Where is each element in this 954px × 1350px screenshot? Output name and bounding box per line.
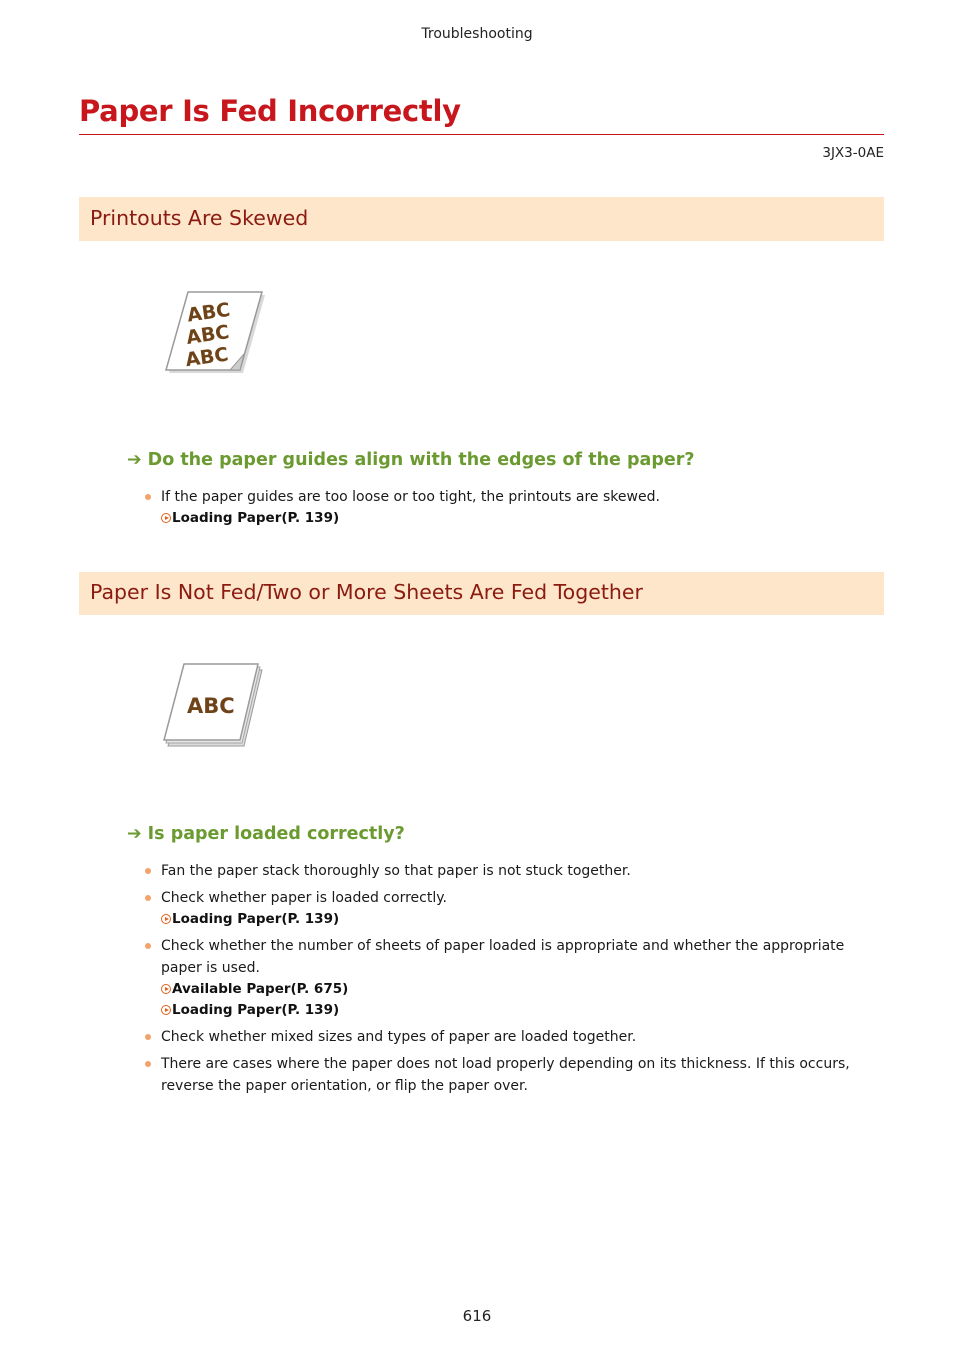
question-paper-guides [127,450,695,470]
figure-text-line: ABC [185,298,232,327]
bullet-icon [145,494,151,500]
solution-list [145,860,885,1102]
stacked-paper-icon [160,658,270,757]
list-item [145,486,885,529]
bullet-icon [145,895,151,901]
link-loading-paper[interactable] [161,508,885,529]
link-loading-paper[interactable] [161,909,885,930]
figure-text-line: ABC [184,321,231,349]
link-arrow-icon [161,1005,171,1015]
list-item-text: If the paper guides are too loose or too tight, the printouts are skewed. [161,489,660,505]
question-text: Is paper loaded correctly? [147,824,405,844]
section-heading-text: Printouts Are Skewed [90,206,309,230]
list-item [145,1026,885,1048]
question-text: Do the paper guides align with the edges of the paper? [147,450,695,470]
list-item [145,887,885,930]
page-number: 616 [462,1307,492,1325]
link-text[interactable]: Loading Paper(P. 139) [172,1002,340,1018]
skewed-paper-icon [160,288,270,382]
solution-list [145,486,885,534]
right-arrow-icon: ➔ [127,450,142,470]
figure-text-line: ABC [183,343,230,372]
title-divider [79,134,884,135]
list-item [145,935,885,1021]
document-code: 3JX3-0AE [822,145,884,161]
list-item [145,860,885,882]
link-arrow-icon [161,984,171,994]
running-header: Troubleshooting [421,26,533,42]
list-item-text: Fan the paper stack thoroughly so that paper is not stuck together. [161,863,631,879]
list-item [145,1053,885,1097]
link-text[interactable]: Loading Paper(P. 139) [172,911,340,927]
bullet-icon [145,1034,151,1040]
link-available-paper[interactable] [161,979,885,1000]
list-item-text: Check whether paper is loaded correctly. [161,890,447,906]
figure-text-line: ABC [187,694,235,718]
link-text[interactable]: Loading Paper(P. 139) [172,510,340,526]
section-heading-printouts-skewed [79,197,884,241]
question-paper-loaded [127,824,405,844]
page-title: Paper Is Fed Incorrectly [79,94,461,128]
section-heading-text: Paper Is Not Fed/Two or More Sheets Are Fed Together [90,580,643,604]
section-heading-paper-not-fed [79,572,884,615]
link-arrow-icon [161,914,171,924]
bullet-icon [145,943,151,949]
bullet-icon [145,1061,151,1067]
list-item-text: There are cases where the paper does not load properly depending on its thickness. If this occurs, reverse the paper orientation, or flip the paper over. [161,1056,850,1094]
link-text[interactable]: Available Paper(P. 675) [172,981,349,997]
right-arrow-icon: ➔ [127,824,142,844]
list-item-text: Check whether the number of sheets of paper loaded is appropriate and whether the appropriate paper is used. [161,938,845,976]
bullet-icon [145,868,151,874]
link-arrow-icon [161,513,171,523]
list-item-text: Check whether mixed sizes and types of paper are loaded together. [161,1029,637,1045]
link-loading-paper[interactable] [161,1000,885,1021]
